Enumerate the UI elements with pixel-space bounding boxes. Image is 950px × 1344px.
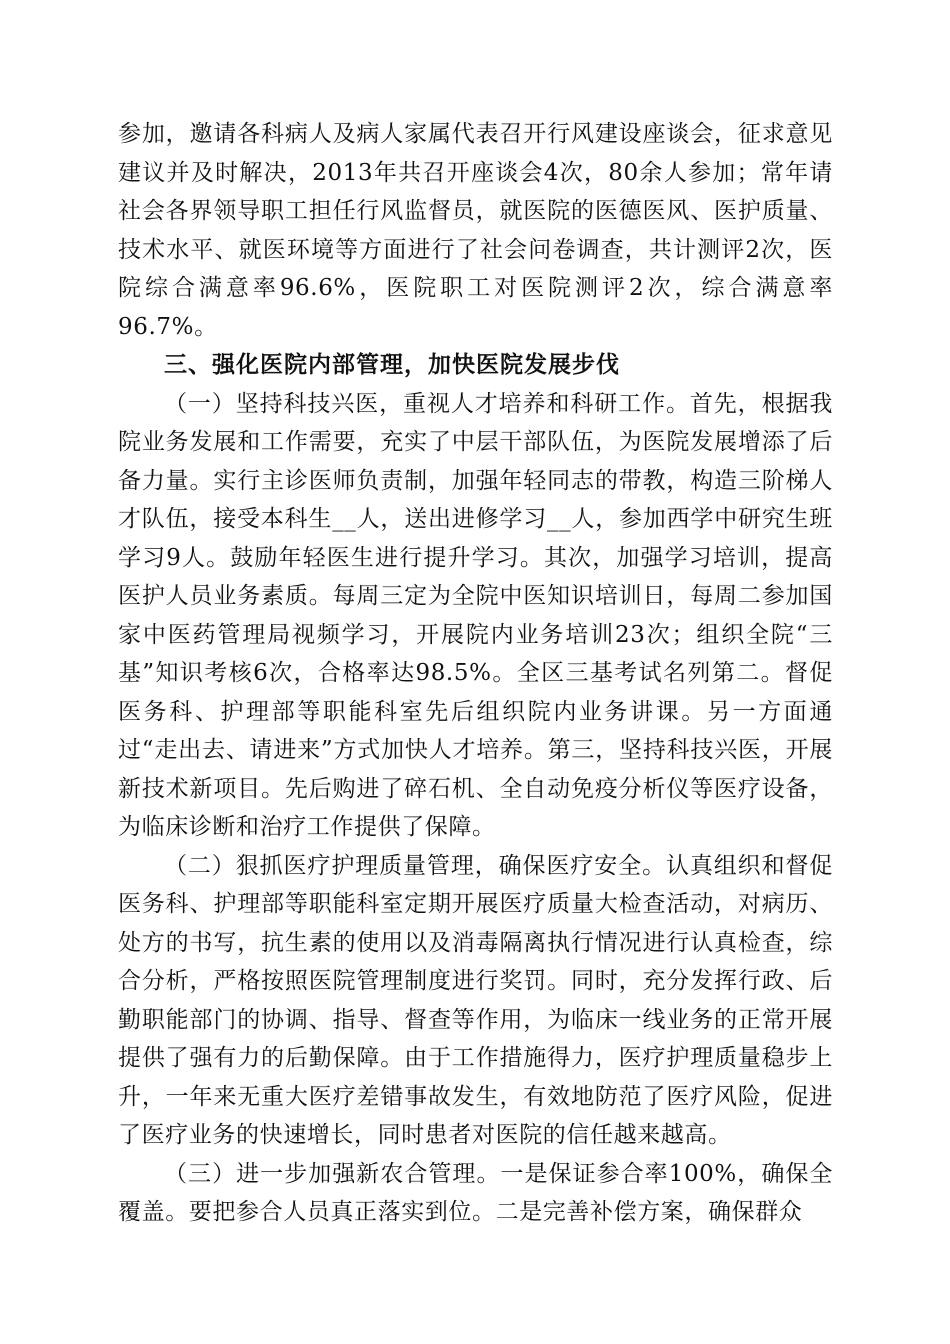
paragraph-talent-training: （一）坚持科技兴医，重视人才培养和科研工作。首先，根据我院业务发展和工作需要，充实了中层干部队伍，为医院发展增添了后备力量。实行主诊医师负责制，加强年轻同志的带教，构造三阶梯人才队伍，接受本科生__人，送出进修学习__人，参加西学中研究生班学习9人。鼓励年轻医生进行提升学习。其次，加强学习培训，提高医护人员业务素质。每周三定为全院中医知识培训日，每周二参加国家中医药管理局视频学习，开展院内业务培训23次；组织全院“三基”知识考核6次，合格率达98.5%。全区三基考试名列第二。督促医务科、护理部等职能科室先后组织院内业务讲课。另一方面通过“走出去、请进来”方式加快人才培养。第三，坚持科技兴医，开展新技术新项目。先后购进了碎石机、全自动免疫分析仪等医疗设备，为临床诊断和治疗工作提供了保障。 <box>118 390 833 840</box>
paragraph-feedback-survey: 参加，邀请各科病人及病人家属代表召开行风建设座谈会，征求意见建议并及时解决，2013年共召开座谈会4次，80余人参加；常年请社会各界领导职工担任行风监督员，就医院的医德医风、医护质量、技术水平、就医环境等方面进行了社会问卷调查，共计测评2次，医院综合满意率96.6%，医院职工对医院测评2次，综合满意率96.7%。 <box>118 121 833 340</box>
document-body <box>118 115 833 1232</box>
paragraph-quality-management: （二）狠抓医疗护理质量管理，确保医疗安全。认真组织和督促医务科、护理部等职能科室定期开展医疗质量大检查活动，对病历、处方的书写，抗生素的使用以及消毒隔离执行情况进行认真检查，综合分析，严格按照医院管理制度进行奖罚。同时，充分发挥行政、后勤职能部门的协调、指导、督查等作用，为临床一线业务的正常开展提供了强有力的后勤保障。由于工作措施得力，医疗护理质量稳步上升，一年来无重大医疗差错事故发生，有效地防范了医疗风险，促进了医疗业务的快速增长，同时患者对医院的信任越来越高。 <box>118 852 833 1148</box>
paragraph-rural-cooperative: （三）进一步加强新农合管理。一是保证参合率100%，确保全覆盖。要把参合人员真正落实到位。二是完善补偿方案，确保群众 <box>118 1160 833 1225</box>
section-heading-internal-management: 三、强化医院内部管理，加快医院发展步伐 <box>164 352 620 378</box>
